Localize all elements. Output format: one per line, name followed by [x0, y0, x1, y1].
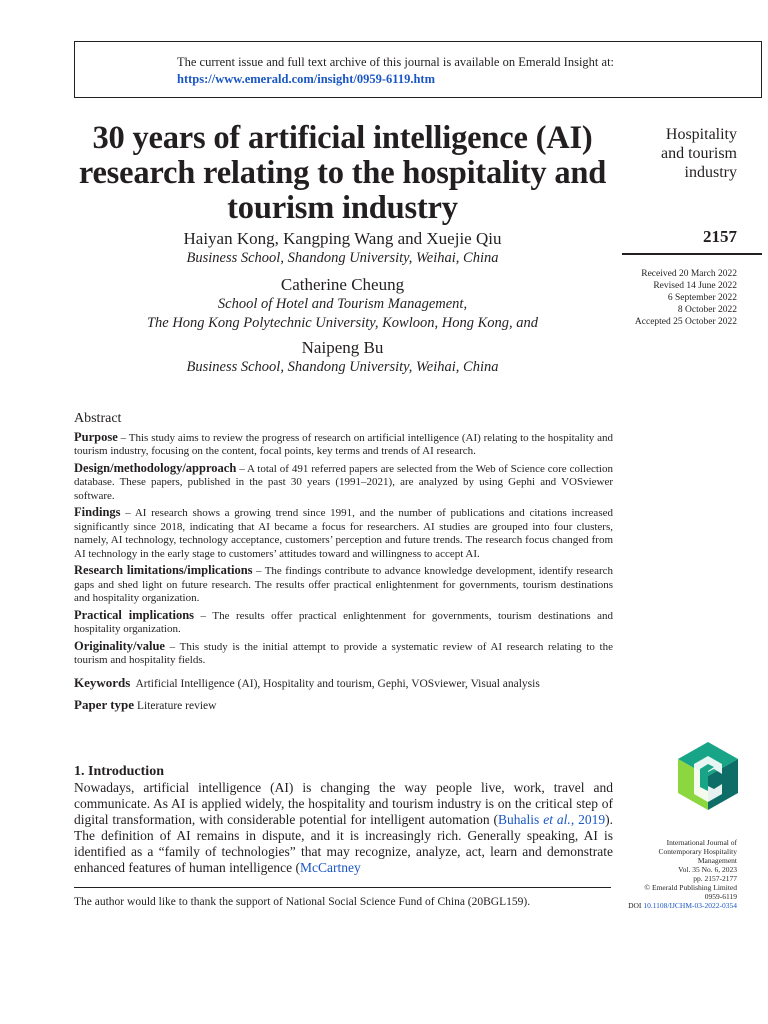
access-text: The current issue and full text archive of this journal is available on Emerald Insight at: — [177, 55, 615, 69]
author-names: Naipeng Bu — [301, 338, 384, 357]
keywords: Keywords Artificial Intelligence (AI), Hospitality and tourism, Gephi, VOSviewer, Visual analysis — [74, 674, 540, 690]
page-number: 2157 — [703, 227, 737, 246]
submission-dates: Received 20 March 2022 Revised 14 June 2022 6 September 2022 8 October 2022 Accepted 25 October 2022 — [634, 269, 737, 327]
introduction-paragraph: Nowadays, artificial intelligence (AI) is changing the way people live, work, travel and communicate. As AI is applied widely, the hospitality and tourism industry is on the critical step of digital transformation, with considerable potential for intelligent automation (Buhalis et al., 2019). The definition of AI remains in dispute, and it is increasingly rich. Generally speaking, AI is identified as a “family of technologies” that may recognize, analyze, act, learn and demonstrate enhanced features of human intelligence (McCartney — [74, 780, 614, 875]
abstract-heading: Abstract — [74, 411, 122, 426]
introduction-heading: 1. Introduction — [74, 764, 164, 779]
citation-link[interactable]: Buhalis et al., 2019 — [498, 812, 606, 827]
abstract-originality: Originality/value – This study is the initial attempt to provide a systematic review of AI research relating to the tourism and hospitality fields. — [74, 638, 613, 666]
sidebar-divider — [622, 253, 762, 255]
journal-info: International Journal of Contemporary Hospitality Management Vol. 35 No. 6, 2023 pp. 2157-2177 © Emerald Publishing Limited 0959-6119 DOI 10.1108/IJCHM-03-2022-0354 — [600, 838, 737, 910]
running-title: Hospitality and tourism industry — [661, 126, 737, 181]
author-group-1 — [74, 229, 611, 268]
abstract-design: Design/methodology/approach – A total of 491 referred papers are selected from the Web of Science core collection database. These papers, published in the past 30 years (1991–2021), are analyzed by using Gephi and VOSviewer software. — [74, 460, 613, 502]
author-names: Catherine Cheung — [280, 275, 405, 294]
abstract-section — [74, 412, 613, 717]
abstract-limitations: Research limitations/implications – The findings contribute to advance knowledge development, identify research gaps and shed light on future research. The results offer practical enlightenment for governments, tourism destinations and hospitality organization. — [74, 563, 613, 604]
journal-url-link[interactable]: https://www.emerald.com/insight/0959-6119.htm — [177, 72, 435, 86]
abstract-practical: Practical implications – The results offer practical enlightenment for governments, tourism destinations and hospitality organization. — [74, 607, 613, 635]
doi-link[interactable]: 10.1108/IJCHM-03-2022-0354 — [643, 901, 737, 910]
author-affiliation: The Hong Kong Polytechnic University, Kowloon, Hong Kong, and — [146, 315, 539, 331]
paper-type: Paper type Literature review — [74, 697, 217, 712]
emerald-logo-icon — [676, 740, 740, 812]
author-names: Haiyan Kong, Kangping Wang and Xuejie Qiu — [183, 229, 502, 248]
citation-link[interactable]: McCartney — [300, 860, 361, 875]
article-title: 30 years of artificial intelligence (AI) research relating to the hospitality and tourism industry — [78, 120, 607, 226]
author-affiliation: Business School, Shandong University, Weihai, China — [186, 359, 499, 375]
journal-access-box — [74, 41, 762, 98]
author-affiliation: Business School, Shandong University, Weihai, China — [186, 250, 499, 266]
author-group-3 — [74, 338, 611, 377]
footnote-divider — [74, 887, 611, 888]
introduction-section — [74, 763, 613, 876]
abstract-purpose: Purpose – This study aims to review the progress of research on artificial intelligence (AI) relating to the hospitality and tourism industry, focusing on the content, focal points, key terms and trends of AI research. — [74, 429, 613, 457]
author-group-2 — [74, 275, 611, 333]
author-affiliation: School of Hotel and Tourism Management, — [217, 296, 468, 312]
abstract-findings: Findings – AI research shows a growing trend since 1991, and the number of publications and citations increased significantly since 2018, indicating that AI became a focus for researchers. AI studies are grouped into four clusters, namely, AI technology, technology acceptance, customers’ perception and future trends. The research focus changed from AI technology in the early stage to customers’ attitudes toward and willingness to accept AI. — [74, 505, 613, 560]
footnote: The author would like to thank the support of National Social Science Fund of China (20BGL159). — [74, 896, 531, 908]
doi-line: DOI 10.1108/IJCHM-03-2022-0354 — [628, 901, 737, 910]
